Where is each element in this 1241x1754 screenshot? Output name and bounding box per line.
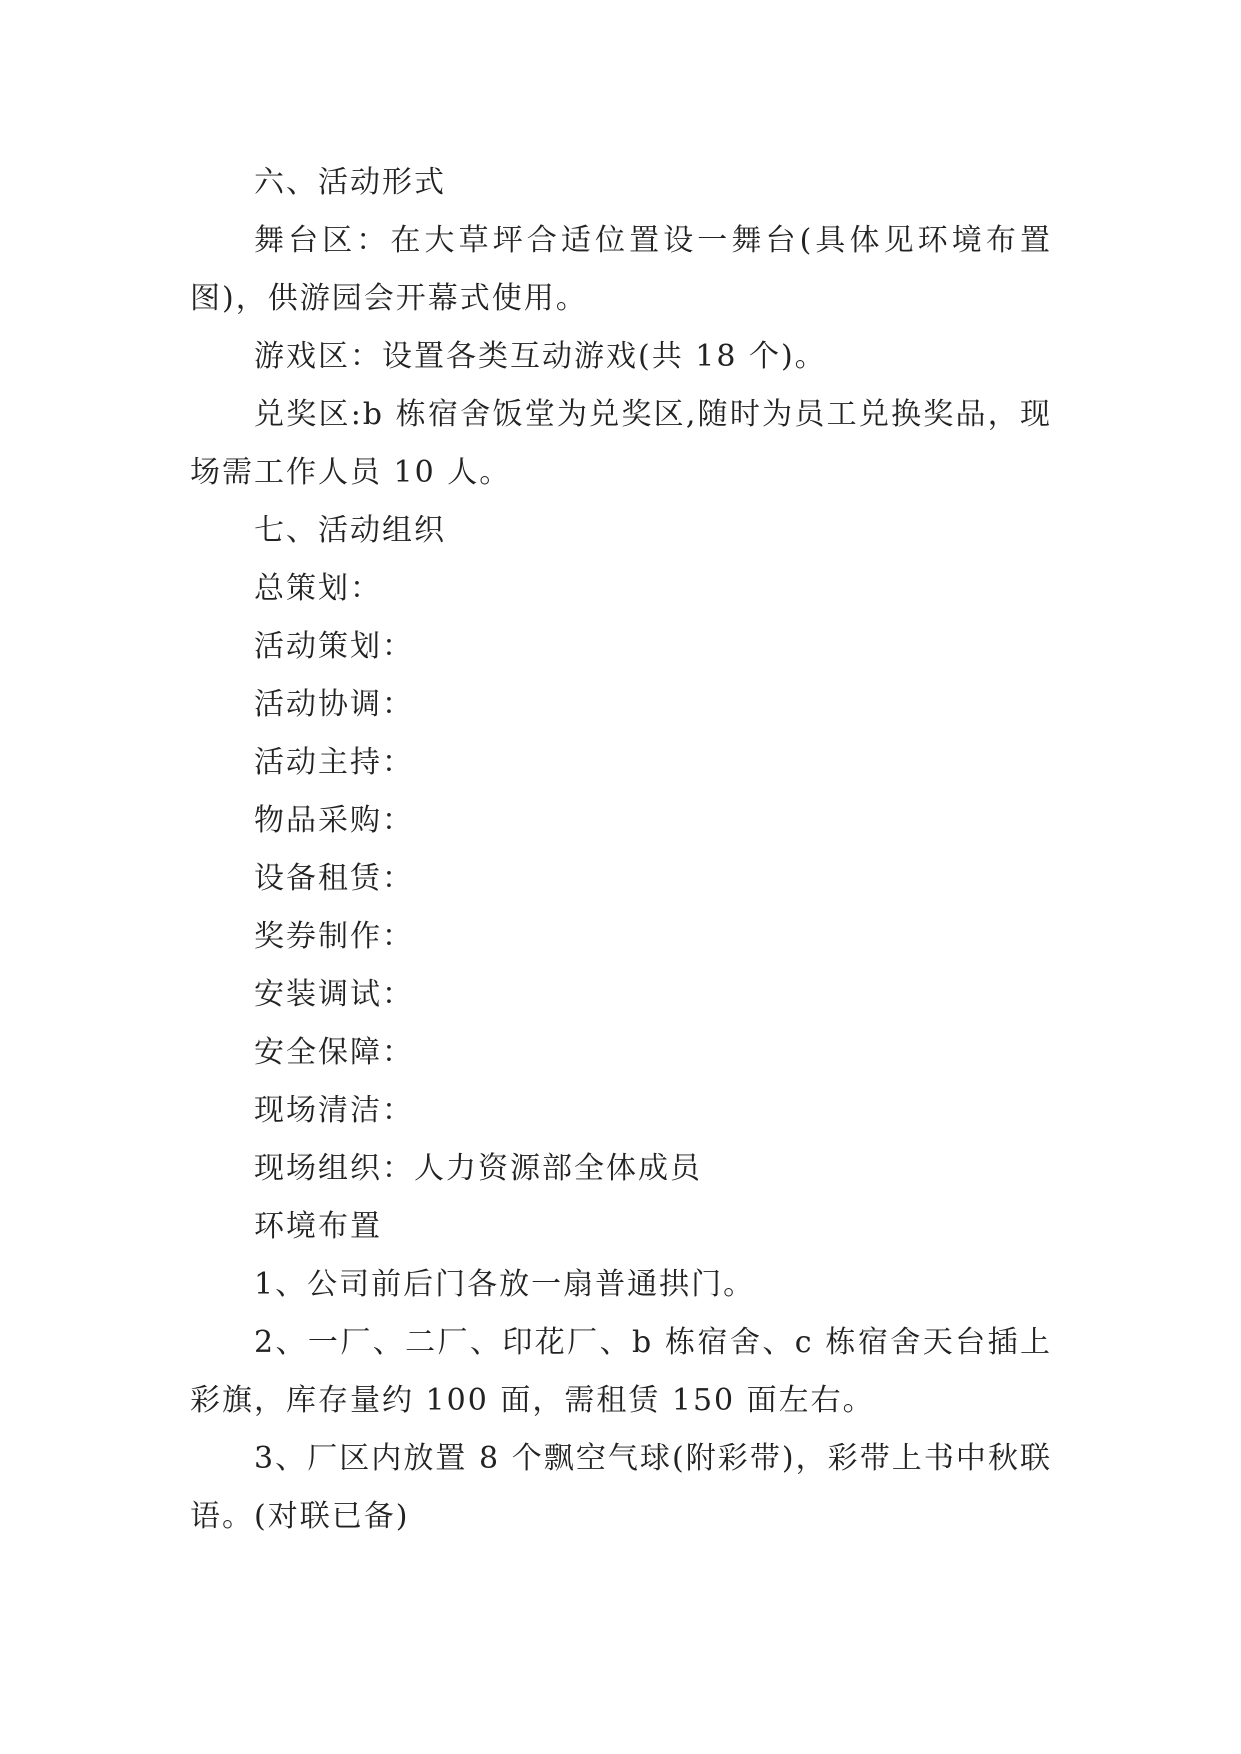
role-procurement: 物品采购： — [254, 803, 414, 838]
section-heading-environment: 环境布置 — [254, 1209, 382, 1244]
role-cleaning: 现场清洁： — [254, 1093, 414, 1128]
role-security: 安全保障： — [254, 1035, 414, 1070]
role-general-planner: 总策划： — [254, 571, 382, 606]
role-coordinator: 活动协调： — [254, 687, 414, 722]
section-heading-activity-form: 六、活动形式 — [254, 165, 446, 200]
role-equipment-rental: 设备租赁： — [254, 861, 414, 896]
list-item-arches: 1、公司前后门各放一扇普通拱门。 — [254, 1267, 756, 1302]
document-body — [190, 154, 1052, 1546]
role-onsite-organization: 现场组织：人力资源部全体成员 — [254, 1151, 702, 1186]
section-heading-activity-organization: 七、活动组织 — [254, 513, 446, 548]
paragraph-stage-area: 舞台区：在大草坪合适位置设一舞台(具体见环境布置图)，供游园会开幕式使用。 — [190, 223, 1052, 316]
paragraph-prize-area: 兑奖区:b 栋宿舍饭堂为兑奖区,随时为员工兑换奖品，现场需工作人员 10 人。 — [190, 397, 1052, 490]
list-item-balloons: 3、厂区内放置 8 个飘空气球(附彩带)，彩带上书中秋联语。(对联已备) — [190, 1441, 1052, 1534]
role-installation: 安装调试： — [254, 977, 414, 1012]
list-item-flags: 2、一厂、二厂、印花厂、b 栋宿舍、c 栋宿舍天台插上彩旗，库存量约 100 面，需租赁 150 面左右。 — [190, 1325, 1052, 1418]
role-ticket-production: 奖券制作： — [254, 919, 414, 954]
role-activity-planner: 活动策划： — [254, 629, 414, 664]
paragraph-game-area: 游戏区：设置各类互动游戏(共 18 个)。 — [254, 339, 827, 374]
role-host: 活动主持： — [254, 745, 414, 780]
